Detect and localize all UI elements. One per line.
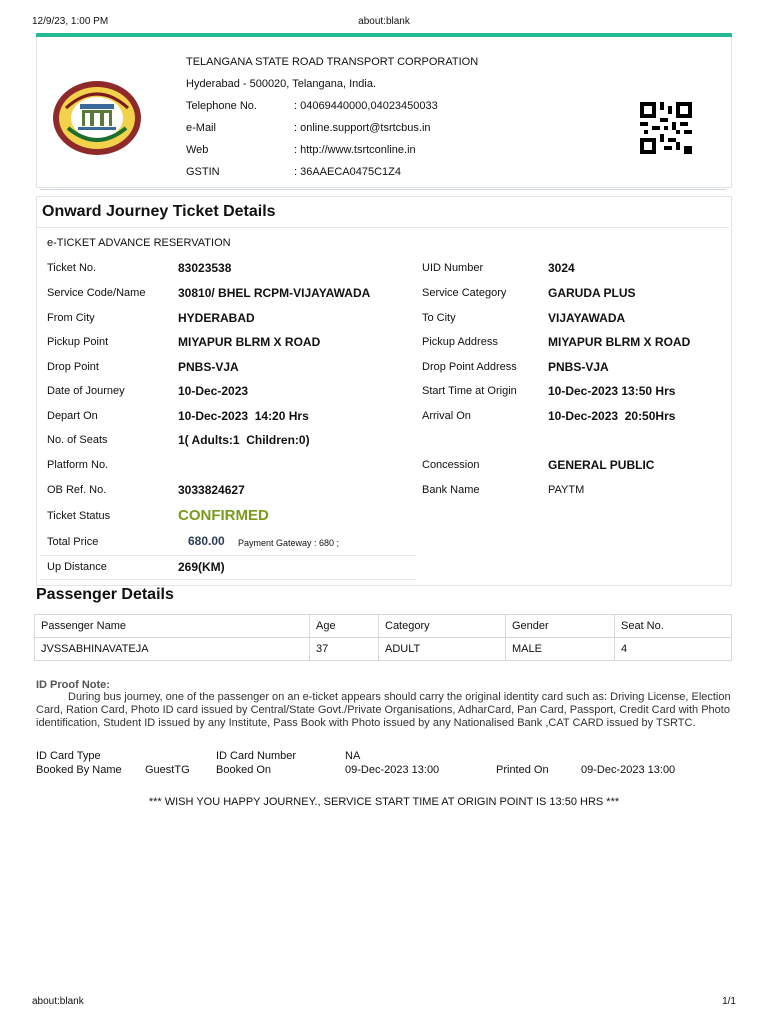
ob-ref-label: OB Ref. No. [47,484,107,496]
pickup-point-label: Pickup Point [47,336,109,348]
total-price-value: 680.00 [188,534,225,548]
age-cell: 37 [310,638,379,661]
qr-code-icon [640,102,692,154]
ticket-status-label: Ticket Status [47,510,111,522]
col-passenger-name: Passenger Name [35,615,310,638]
table-row [35,638,732,661]
start-time-label: Start Time at Origin [422,385,517,397]
email-label: e-Mail [186,122,216,134]
bank-name-label: Bank Name [422,484,480,496]
web-label: Web [186,144,209,156]
printed-on-value: 09-Dec-2023 13:00 [581,764,676,776]
seat-no-cell: 4 [615,638,732,661]
bank-name-value: PAYTM [548,484,585,496]
date-of-journey-value: 10-Dec-2023 [178,384,249,398]
uid-number-label: UID Number [422,262,484,274]
from-city-label: From City [47,312,95,324]
passenger-table [34,614,732,661]
from-city-value: HYDERABAD [178,311,255,325]
ob-ref-value: 3033824627 [178,483,245,497]
drop-point-label: Drop Point [47,361,99,373]
print-footer-url: about:blank [32,996,84,1007]
payment-gateway-note: Payment Gateway : 680 ; [238,538,340,548]
drop-point-value: PNBS-VJA [178,360,239,374]
id-proof-heading: ID Proof Note: [36,679,110,691]
journey-subheading: e-TICKET ADVANCE RESERVATION [47,237,231,249]
col-category: Category [379,615,506,638]
depart-on-value: 10-Dec-2023 14:20 Hrs [178,409,309,423]
org-address: Hyderabad - 500020, Telangana, India. [186,78,376,90]
print-page-title: about:blank [358,16,410,27]
header-divider [40,189,726,190]
booked-by-value: GuestTG [145,764,190,776]
service-code-label: Service Code/Name [47,287,146,299]
ticket-status-badge: CONFIRMED [178,507,269,524]
arrival-on-label: Arrival On [422,410,471,422]
uid-number-value: 3024 [548,261,575,275]
concession-value: GENERAL PUBLIC [548,458,655,472]
platform-no-label: Platform No. [47,459,109,471]
up-distance-label: Up Distance [47,561,107,573]
row-divider [40,555,416,556]
ticket-no-label: Ticket No. [47,262,97,274]
booked-by-label: Booked By Name [36,764,122,776]
pickup-address-value: MIYAPUR BLRM X ROAD [548,335,691,349]
id-card-number-value: NA [345,750,361,762]
service-category-value: GARUDA PLUS [548,286,636,300]
up-distance-value: 269(KM) [178,560,225,574]
web-value[interactable]: : http://www.tsrtconline.in [294,144,416,156]
date-of-journey-label: Date of Journey [47,385,125,397]
depart-on-label: Depart On [47,410,98,422]
col-age: Age [310,615,379,638]
col-seat-no: Seat No. [615,615,732,638]
id-card-type-label: ID Card Type [36,750,101,762]
booked-on-value: 09-Dec-2023 13:00 [345,764,440,776]
org-name: TELANGANA STATE ROAD TRANSPORT CORPORATION [186,56,479,68]
print-datetime: 12/9/23, 1:00 PM [32,16,109,27]
email-value[interactable]: : online.support@tsrtcbus.in [294,122,431,134]
service-code-value: 30810/ BHEL RCPM-VIJAYAWADA [178,286,371,300]
passenger-table-header [35,615,732,638]
pickup-address-label: Pickup Address [422,336,498,348]
journey-title: Onward Journey Ticket Details [42,203,276,220]
service-category-label: Service Category [422,287,507,299]
arrival-on-value: 10-Dec-2023 20:50Hrs [548,409,676,423]
col-gender: Gender [506,615,615,638]
journey-title-divider [37,227,729,228]
to-city-label: To City [422,312,456,324]
concession-label: Concession [422,459,480,471]
tsrtc-emblem-icon [52,80,142,156]
ticket-no-value: 83023538 [178,261,232,275]
total-price-label: Total Price [47,536,99,548]
id-card-number-label: ID Card Number [216,750,297,762]
start-time-value: 10-Dec-2023 13:50 Hrs [548,384,676,398]
no-of-seats-label: No. of Seats [47,434,108,446]
id-proof-text: During bus journey, one of the passenger on an e-ticket appears should carry the original identity card such as: Driving License, Election Card, Ration Card, Photo ID card issued by Central/State Govt./Private Organisations, AdharCard, Pan Card, Passport, Credit Card with Photo identification, Student ID issued by any Institute, Pass Book with Photo issued by any Nationalised Bank ,CAT CARD issued by TSRTC. [36,691,731,729]
to-city-value: VIJAYAWADA [548,311,626,325]
booked-on-label: Booked On [216,764,272,776]
passenger-name-cell: JVSSABHINAVATEJA [35,638,310,661]
gender-cell: MALE [506,638,615,661]
gstin-value: : 36AAECA0475C1Z4 [294,166,402,178]
printed-on-label: Printed On [496,764,549,776]
passenger-details-title: Passenger Details [36,586,174,603]
drop-point-address-label: Drop Point Address [422,361,517,373]
telephone-label: Telephone No. [186,100,257,112]
telephone-value: : 04069440000,04023450033 [294,100,438,112]
category-cell: ADULT [379,638,506,661]
no-of-seats-value: 1( Adults:1 Children:0) [178,433,310,447]
wish-message: *** WISH YOU HAPPY JOURNEY., SERVICE START TIME AT ORIGIN POINT IS 13:50 HRS *** [148,796,620,808]
gstin-label: GSTIN [186,166,220,178]
drop-point-address-value: PNBS-VJA [548,360,609,374]
print-page-number: 1/1 [722,996,736,1007]
row-divider [40,579,416,580]
pickup-point-value: MIYAPUR BLRM X ROAD [178,335,321,349]
